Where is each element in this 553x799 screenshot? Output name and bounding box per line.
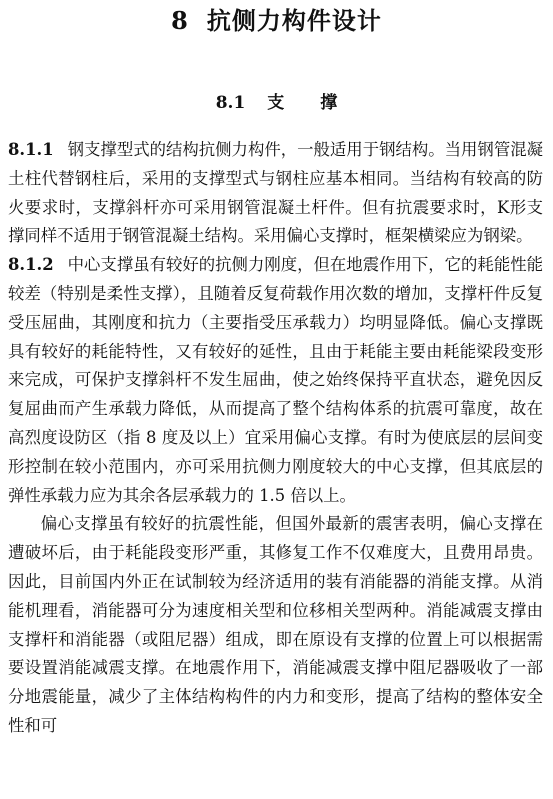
paragraph-text: 钢支撑型式的结构抗侧力构件，一般适用于钢结构。当用钢管混凝土柱代替钢柱后，采用的支撑型式与钢柱应基本相同。当结构有较高的防火要求时，支撑斜杆亦可采用钢管混凝土杆件。但有抗震要求时，K形支撑同样不适用于钢管混凝土结构。采用偏心支撑时，框架横梁应为钢梁。	[8, 140, 543, 246]
section-title-char-1: 支	[267, 93, 285, 113]
paragraph-8-1-2	[8, 251, 543, 510]
chapter-title	[0, 4, 553, 38]
section-title-char-2: 撑	[320, 93, 338, 113]
section-title	[0, 90, 553, 116]
clause-number: 8.1.1	[8, 140, 54, 159]
clause-number: 8.1.2	[8, 255, 54, 275]
paragraph-8-1-1	[8, 136, 543, 251]
body-text	[8, 136, 543, 741]
chapter-title-text: 抗侧力构件设计	[206, 6, 382, 35]
section-number: 8.1	[215, 93, 246, 113]
paragraph-text: 中心支撑虽有较好的抗侧力刚度，但在地震作用下，它的耗能性能较差（特别是柔性支撑），且随着反复荷载作用次数的增加，支撑杆件反复受压屈曲，其刚度和抗力（主要指受压承载力）均明显降低。偏心支撑既具有较好的耗能特性，又有较好的延性，且由于耗能主要由耗能梁段变形来完成，可保护支撑斜杆不发生屈曲，使之始终保持平直状态，避免因反复屈曲而产生承载力降低，从而提高了整个结构体系的抗震可靠度，故在高烈度设防区（指 8 度及以上）宜采用偏心支撑。有时为使底层的层间变形控制在较小范围内，亦可采用抗侧力刚度较大的中心支撑，但其底层的弹性承载力应为其余各层承载力的 1.5 倍以上。	[8, 255, 543, 505]
paragraph-continuation	[8, 510, 543, 740]
paragraph-text: 偏心支撑虽有较好的抗震性能，但国外最新的震害表明，偏心支撑在遭破坏后，由于耗能段变形严重，其修复工作不仅难度大，且费用昂贵。因此，目前国内外正在试制较为经济适用的装有消能器的消能支撑。从消能机理看，消能器可分为速度相关型和位移相关型两种。消能减震支撑由支撑杆和消能器（或阻尼器）组成，即在原设有支撑的位置上可以根据需要设置消能减震支撑。在地震作用下，消能减震支撑中阻尼器吸收了一部分地震能量，减少了主体结构构件的内力和变形，提高了结构的整体安全性和可	[8, 514, 543, 735]
chapter-number: 8	[171, 6, 189, 35]
